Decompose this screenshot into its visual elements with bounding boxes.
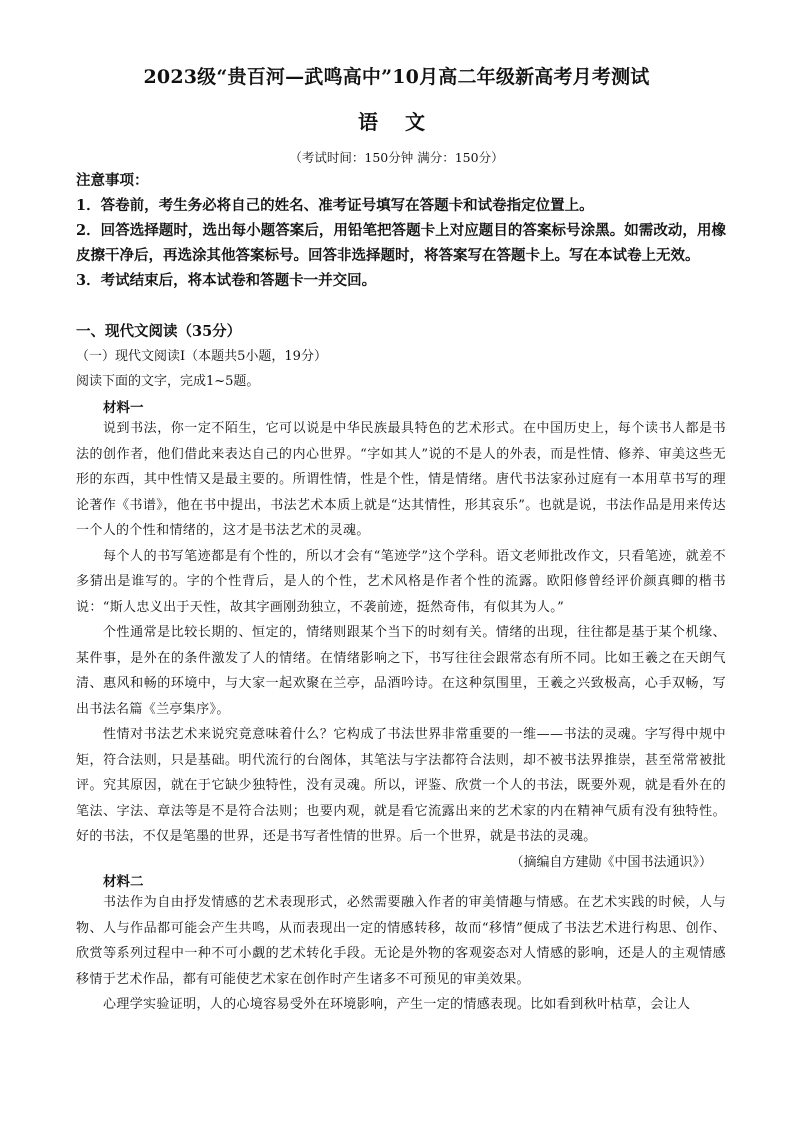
notice-section [76, 168, 726, 293]
notice-item-2: 2．回答选择题时，选出每小题答案后，用铅笔把答题卡上对应题目的答案标号涂黑。如需改动，用橡皮擦干净后，再选涂其他答案标号。回答非选择题时，将答案写在答题卡上。写在本试卷上无效。 [76, 222, 726, 264]
material-two-body [76, 890, 726, 1018]
notice-item-3: 3．考试结束后，将本试卷和答题卡一并交回。 [76, 272, 377, 289]
material-two-paragraph: 书法作为自由抒发情感的艺术表现形式，必然需要融入作者的审美情趣与情感。在艺术实践的时候，人与物、人与作品都可能会产生共鸣，从而表现出一定的情感转移，故而“移情”便成了书法艺术进行构思、创作、欣赏等系列过程中一种不可小觑的艺术转化手段。无论是外物的客观姿态对人情感的影响，还是人的主观情感移情于艺术作品，都有可能使艺术家在创作时产生诸多不可预见的审美效果。 [76, 895, 726, 987]
material-one-paragraph: 说到书法，你一定不陌生，它可以说是中华民族最具特色的艺术形式。在中国历史上，每个读书人都是书法的创作者，他们借此来表达自己的内心世界。“字如其人”说的不是人的外表，而是性情、修养、审美这些无形的东西，其中性情又是最主要的。所谓性情，性是个性，情是情绪。唐代书法家孙过庭有一本用草书写的理论著作《书谱》，他在书中提出，书法艺术本质上就是“达其情性，形其哀乐”。也就是说，书法作品是用来传达一个人的个性和情绪的，这才是书法艺术的灵魂。 [76, 421, 726, 538]
material-one-paragraph: 性情对书法艺术来说究竟意味着什么？它构成了书法世界非常重要的一维——书法的灵魂。字写得中规中矩，符合法则，只是基础。明代流行的台阁体，其笔法与字法都符合法则，却不被书法界推崇，甚至常常被批评。究其原因，就在于它缺少独特性，没有灵魂。所以，评鉴、欣赏一个人的书法，既要外观，就是看外在的笔法、字法、章法等是不是符合法则；也要内观，就是看它流露出来的艺术家的内在精神气质有没有独特性。好的书法，不仅是笔墨的世界，还是书写者性情的世界。后一个世界，就是书法的灵魂。 [76, 727, 726, 844]
material-one-source: （摘编自方建勋《中国书法通识》） [510, 854, 712, 870]
sub-section-heading: （一）现代文阅读Ⅰ（本题共5小题，19分） [76, 349, 327, 364]
material-one-body [76, 416, 726, 875]
subject-title: 语 文 [358, 110, 435, 134]
material-one-heading: 材料一 [103, 400, 144, 416]
material-one-paragraph: 每个人的书写笔迹都是有个性的，所以才会有“笔迹学”这个学科。语文老师批改作文，只看笔迹，就差不多猜出是谁写的。字的个性背后，是人的个性，艺术风格是作者个性的流露。欧阳修曾经评价颜真卿的楷书说：“斯人忠义出于天性，故其字画刚劲独立，不袭前迹，挺然奇伟，有似其为人。” [76, 548, 726, 615]
notice-heading: 注意事项： [76, 172, 149, 189]
material-one-paragraph: 个性通常是比较长期的、恒定的，情绪则跟某个当下的时刻有关。情绪的出现，往往都是基于某个机缘、某件事，是外在的条件激发了人的情绪。在情绪影响之下，书写往往会跟常态有所不同。比如王羲之在天朗气清、惠风和畅的环境中，与大家一起欢聚在兰亭，品酒吟诗。在这种氛围里，王羲之兴致极高，心手双畅，写出书法名篇《兰亭集序》。 [76, 625, 726, 717]
notice-item-1: 1．答卷前，考生务必将自己的姓名、准考证号填写在答题卡和试卷指定位置上。 [76, 197, 594, 214]
exam-info: （考试时间：150分钟 满分：150分） [289, 150, 504, 165]
section-heading: 一、现代文阅读（35分） [76, 323, 242, 340]
material-two-heading: 材料二 [103, 874, 144, 890]
reading-instruction: 阅读下面的文字，完成1~5题。 [76, 374, 260, 389]
exam-title: 2023级“贵百河—武鸣高中”10月高二年级新高考月考测试 [143, 66, 650, 88]
material-two-paragraph: 心理学实验证明，人的心境容易受外在环境影响，产生一定的情感表现。比如看到秋叶枯草，会让人 [103, 997, 691, 1012]
